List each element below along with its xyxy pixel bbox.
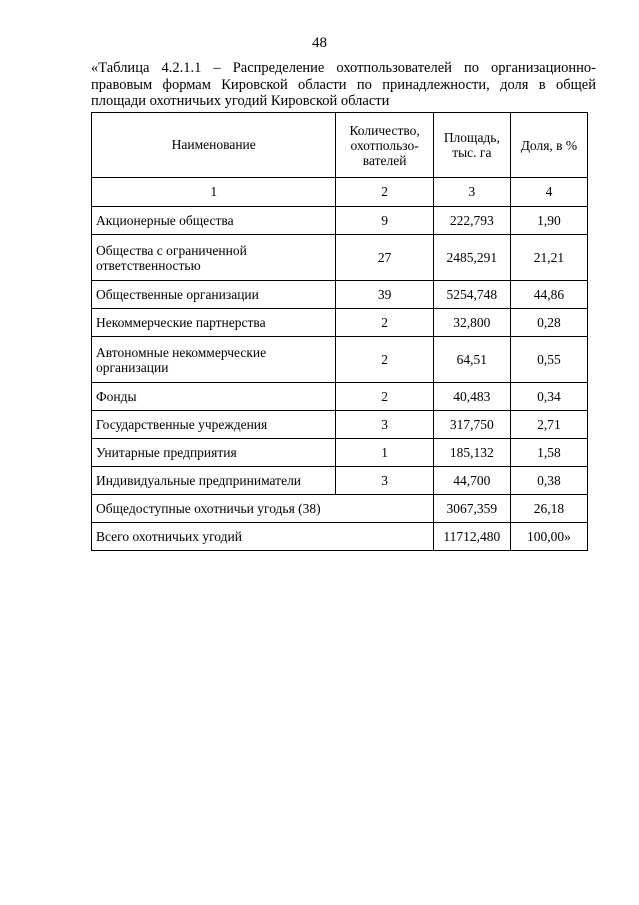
- row-share: 2,71: [510, 411, 587, 439]
- column-number: 3: [433, 178, 510, 207]
- row-name: Фонды: [92, 383, 336, 411]
- row-share: 21,21: [510, 235, 587, 281]
- column-number: 4: [510, 178, 587, 207]
- header-share: Доля, в %: [510, 113, 587, 178]
- table-row: [92, 235, 588, 281]
- row-count: 1: [336, 439, 433, 467]
- row-name: Государственные учреждения: [92, 411, 336, 439]
- row-share: 1,90: [510, 207, 587, 235]
- column-numbers-row: [92, 178, 588, 207]
- row-share: 0,28: [510, 309, 587, 337]
- summary-share: 26,18: [510, 495, 587, 523]
- page-number: 48: [312, 35, 327, 51]
- header-name: Наименование: [92, 113, 336, 178]
- row-name: Автономные некоммерческие организации: [92, 337, 336, 383]
- table-row: [92, 281, 588, 309]
- row-area: 44,700: [433, 467, 510, 495]
- row-name: Некоммерческие партнерства: [92, 309, 336, 337]
- row-share: 0,38: [510, 467, 587, 495]
- column-number: 1: [92, 178, 336, 207]
- row-count: 27: [336, 235, 433, 281]
- row-area: 5254,748: [433, 281, 510, 309]
- row-share: 0,55: [510, 337, 587, 383]
- summary-area: 3067,359: [433, 495, 510, 523]
- row-count: 9: [336, 207, 433, 235]
- row-count: 3: [336, 467, 433, 495]
- header-area: Площадь, тыс. га: [433, 113, 510, 178]
- row-count: 3: [336, 411, 433, 439]
- row-area: 40,483: [433, 383, 510, 411]
- row-name: Общества с ограниченной ответственностью: [92, 235, 336, 281]
- summary-area: 11712,480: [433, 523, 510, 551]
- table-row: [92, 337, 588, 383]
- distribution-table: [91, 112, 588, 551]
- row-count: 2: [336, 337, 433, 383]
- summary-name: Общедоступные охотничьи угодья (38): [92, 495, 434, 523]
- row-name: Унитарные предприятия: [92, 439, 336, 467]
- column-number: 2: [336, 178, 433, 207]
- summary-name: Всего охотничьих угодий: [92, 523, 434, 551]
- table-row: [92, 207, 588, 235]
- row-share: 44,86: [510, 281, 587, 309]
- row-name: Акционерные общества: [92, 207, 336, 235]
- row-share: 1,58: [510, 439, 587, 467]
- summary-row: [92, 523, 588, 551]
- row-area: 32,800: [433, 309, 510, 337]
- row-area: 64,51: [433, 337, 510, 383]
- table-caption: «Таблица 4.2.1.1 – Распределение охотпользователей по организационно-правовым формам Кировской области по принадлежности, доля в общей площади охотничьих угодий Кировской области: [91, 60, 596, 109]
- table-header-row: [92, 113, 588, 178]
- header-count: Количество, охотпользо-вателей: [336, 113, 433, 178]
- summary-row: [92, 495, 588, 523]
- summary-share: 100,00»: [510, 523, 587, 551]
- table-row: [92, 309, 588, 337]
- row-count: 2: [336, 309, 433, 337]
- row-area: 317,750: [433, 411, 510, 439]
- table-row: [92, 383, 588, 411]
- row-count: 2: [336, 383, 433, 411]
- row-area: 185,132: [433, 439, 510, 467]
- row-area: 2485,291: [433, 235, 510, 281]
- table-row: [92, 439, 588, 467]
- row-share: 0,34: [510, 383, 587, 411]
- row-count: 39: [336, 281, 433, 309]
- row-name: Индивидуальные предприниматели: [92, 467, 336, 495]
- table-row: [92, 411, 588, 439]
- table-row: [92, 467, 588, 495]
- row-area: 222,793: [433, 207, 510, 235]
- row-name: Общественные организации: [92, 281, 336, 309]
